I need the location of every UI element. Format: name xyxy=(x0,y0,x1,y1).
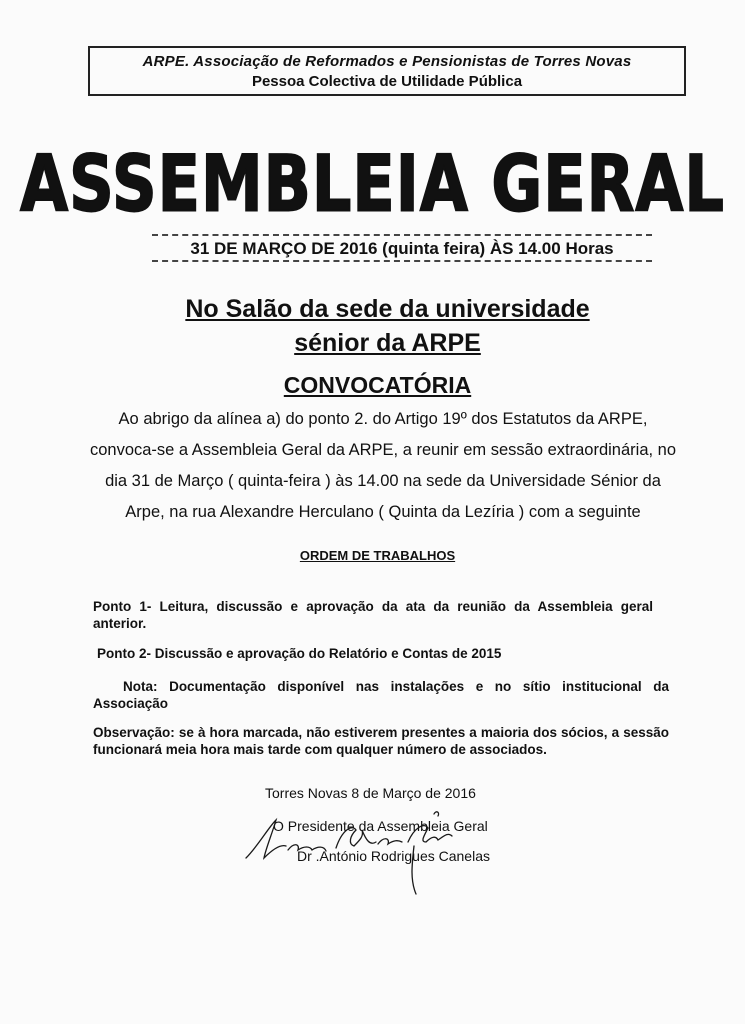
signer-name: Dr .António Rodrigues Canelas xyxy=(297,848,490,864)
place-and-date: Torres Novas 8 de Março de 2016 xyxy=(265,785,476,801)
organization-status: Pessoa Colectiva de Utilidade Pública xyxy=(251,73,523,90)
venue-heading xyxy=(0,292,745,360)
agenda-heading: ORDEM DE TRABALHOS xyxy=(299,548,456,563)
convocatoria-heading: CONVOCATÓRIA xyxy=(283,372,472,398)
note-paragraph: Nota: Documentação disponível nas instalações e no sítio institucional da Associação xyxy=(93,679,669,711)
intro-line: dia 31 de Março ( quinta-feira ) às 14.00 na sede da Universidade Sénior da xyxy=(105,472,661,490)
signer-title: O Presidente da Assembleia Geral xyxy=(273,818,488,834)
page-title: ASSEMBLEIA GERAL xyxy=(20,138,725,230)
organization-name: ARPE. Associação de Reformados e Pensionistas de Torres Novas xyxy=(142,53,632,70)
intro-line: Arpe, na rua Alexandre Herculano ( Quinta da Lezíria ) com a seguinte xyxy=(125,503,641,521)
intro-paragraph xyxy=(88,404,678,528)
agenda-item-1: Ponto 1- Leitura, discussão e aprovação da ata da reunião da Assembleia geral anterior. xyxy=(93,599,653,631)
venue-line-2: sénior da ARPE xyxy=(294,329,481,357)
agenda-item-2: Ponto 2- Discussão e aprovação do Relatório e Contas de 2015 xyxy=(97,646,502,661)
meeting-date-banner: 31 DE MARÇO DE 2016 (quinta feira) ÀS 14.00 Horas xyxy=(152,234,652,262)
observation-paragraph: Observação: se à hora marcada, não estiverem presentes a maioria dos sócios, a sessão funcionará meia hora mais tarde com qualquer número de associados. xyxy=(93,725,669,757)
handwritten-signature xyxy=(238,806,498,901)
intro-line: convoca-se a Assembleia Geral da ARPE, a reunir em sessão extraordinária, no xyxy=(89,441,677,459)
venue-line-1: No Salão da sede da universidade xyxy=(185,295,590,323)
intro-line: Ao abrigo da alínea a) do ponto 2. do Artigo 19º dos Estatutos da ARPE, xyxy=(118,410,648,428)
header-box xyxy=(88,46,686,96)
